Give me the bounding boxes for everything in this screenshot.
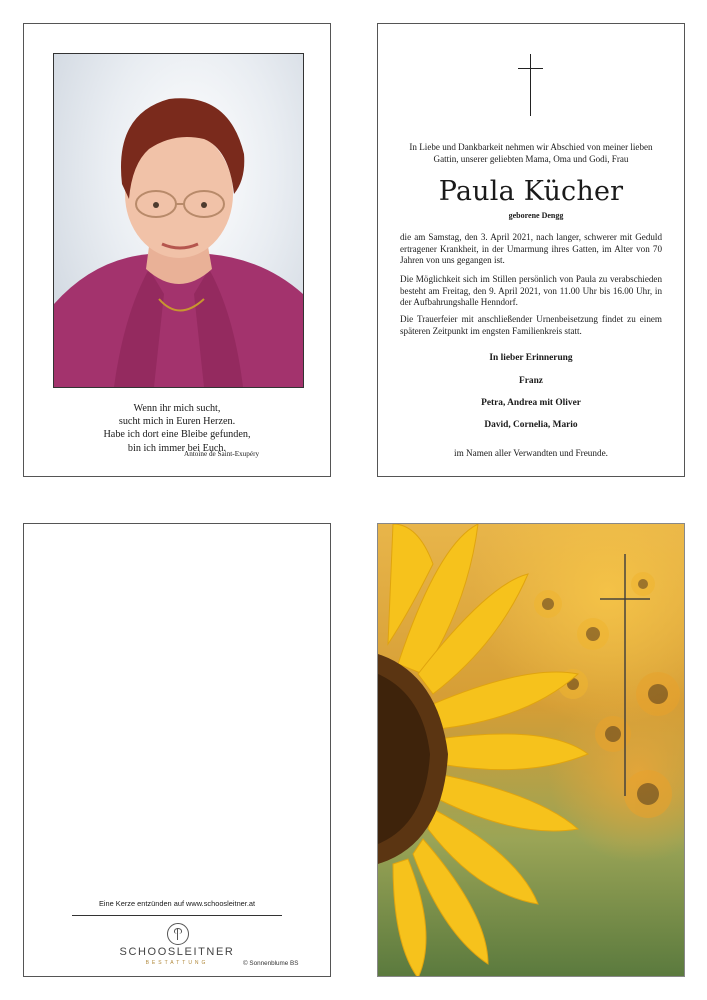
quote-line: bin ich immer bei Euch.: [127, 442, 227, 454]
memory-heading: In lieber Erinnerung: [489, 353, 573, 363]
family-line: Petra, Andrea mit Oliver: [481, 398, 581, 408]
family-line: David, Cornelia, Mario: [484, 420, 578, 430]
notice-paragraph-death: die am Samstag, den 3. April 2021, nach langer, schwerer mit Geduld ertragener Krankheit, in der Umarmung ihres Gatten, im Alter von 70 Jahren von uns gegangen ist.: [400, 232, 662, 266]
family-line: Franz: [519, 376, 543, 386]
quote-line: Habe ich dort eine Bleibe gefunden,: [103, 429, 251, 441]
quote-line: sucht mich in Euren Herzen.: [118, 416, 236, 428]
portrait-photo: [53, 53, 304, 388]
sunflower-image: [378, 524, 685, 977]
closing-line: im Namen aller Verwandten und Freunde.: [454, 448, 608, 458]
rose-logo-icon: [167, 923, 189, 945]
portrait-illustration: [54, 54, 303, 387]
quote-line: Wenn ihr mich sucht,: [133, 403, 221, 414]
notice-intro: In Liebe und Dankbarkeit nehmen wir Abschied von meiner lieben Gattin, unserer geliebten Mama, Oma und Godi, Frau: [409, 142, 653, 164]
deceased-name: Paula Kücher: [438, 176, 624, 207]
notice-card: [377, 23, 685, 477]
back-card: [23, 523, 331, 977]
birth-name: geborene Dengg: [508, 211, 564, 220]
brand-subtitle: BESTATTUNG: [145, 960, 209, 966]
quote-author: Antoine de Saint-Exupéry: [184, 450, 260, 458]
divider: [72, 915, 282, 916]
candle-link-text[interactable]: Eine Kerze entzünden auf www.schoosleitner.at: [98, 899, 256, 908]
brand-name: SCHOOSLEITNER: [119, 946, 235, 958]
notice-paragraph-ceremony: Die Trauerfeier mit anschließender Urnenbeisetzung findet zu einem späteren Zeitpunkt im engsten Familienkreis statt.: [400, 314, 662, 336]
quote: [24, 402, 330, 455]
image-credit: © Sonnenblume BS: [243, 960, 299, 967]
notice-paragraph-viewing: Die Möglichkeit sich im Stillen persönlich von Paula zu verabschieden besteht am Freitag, den 9. April 2021, von 11.00 Uhr bis 16.00 Uhr, in der Aufbahrungshalle Henndorf.: [400, 274, 662, 308]
portrait-card: [23, 23, 331, 477]
sunflower-card: [377, 523, 685, 977]
